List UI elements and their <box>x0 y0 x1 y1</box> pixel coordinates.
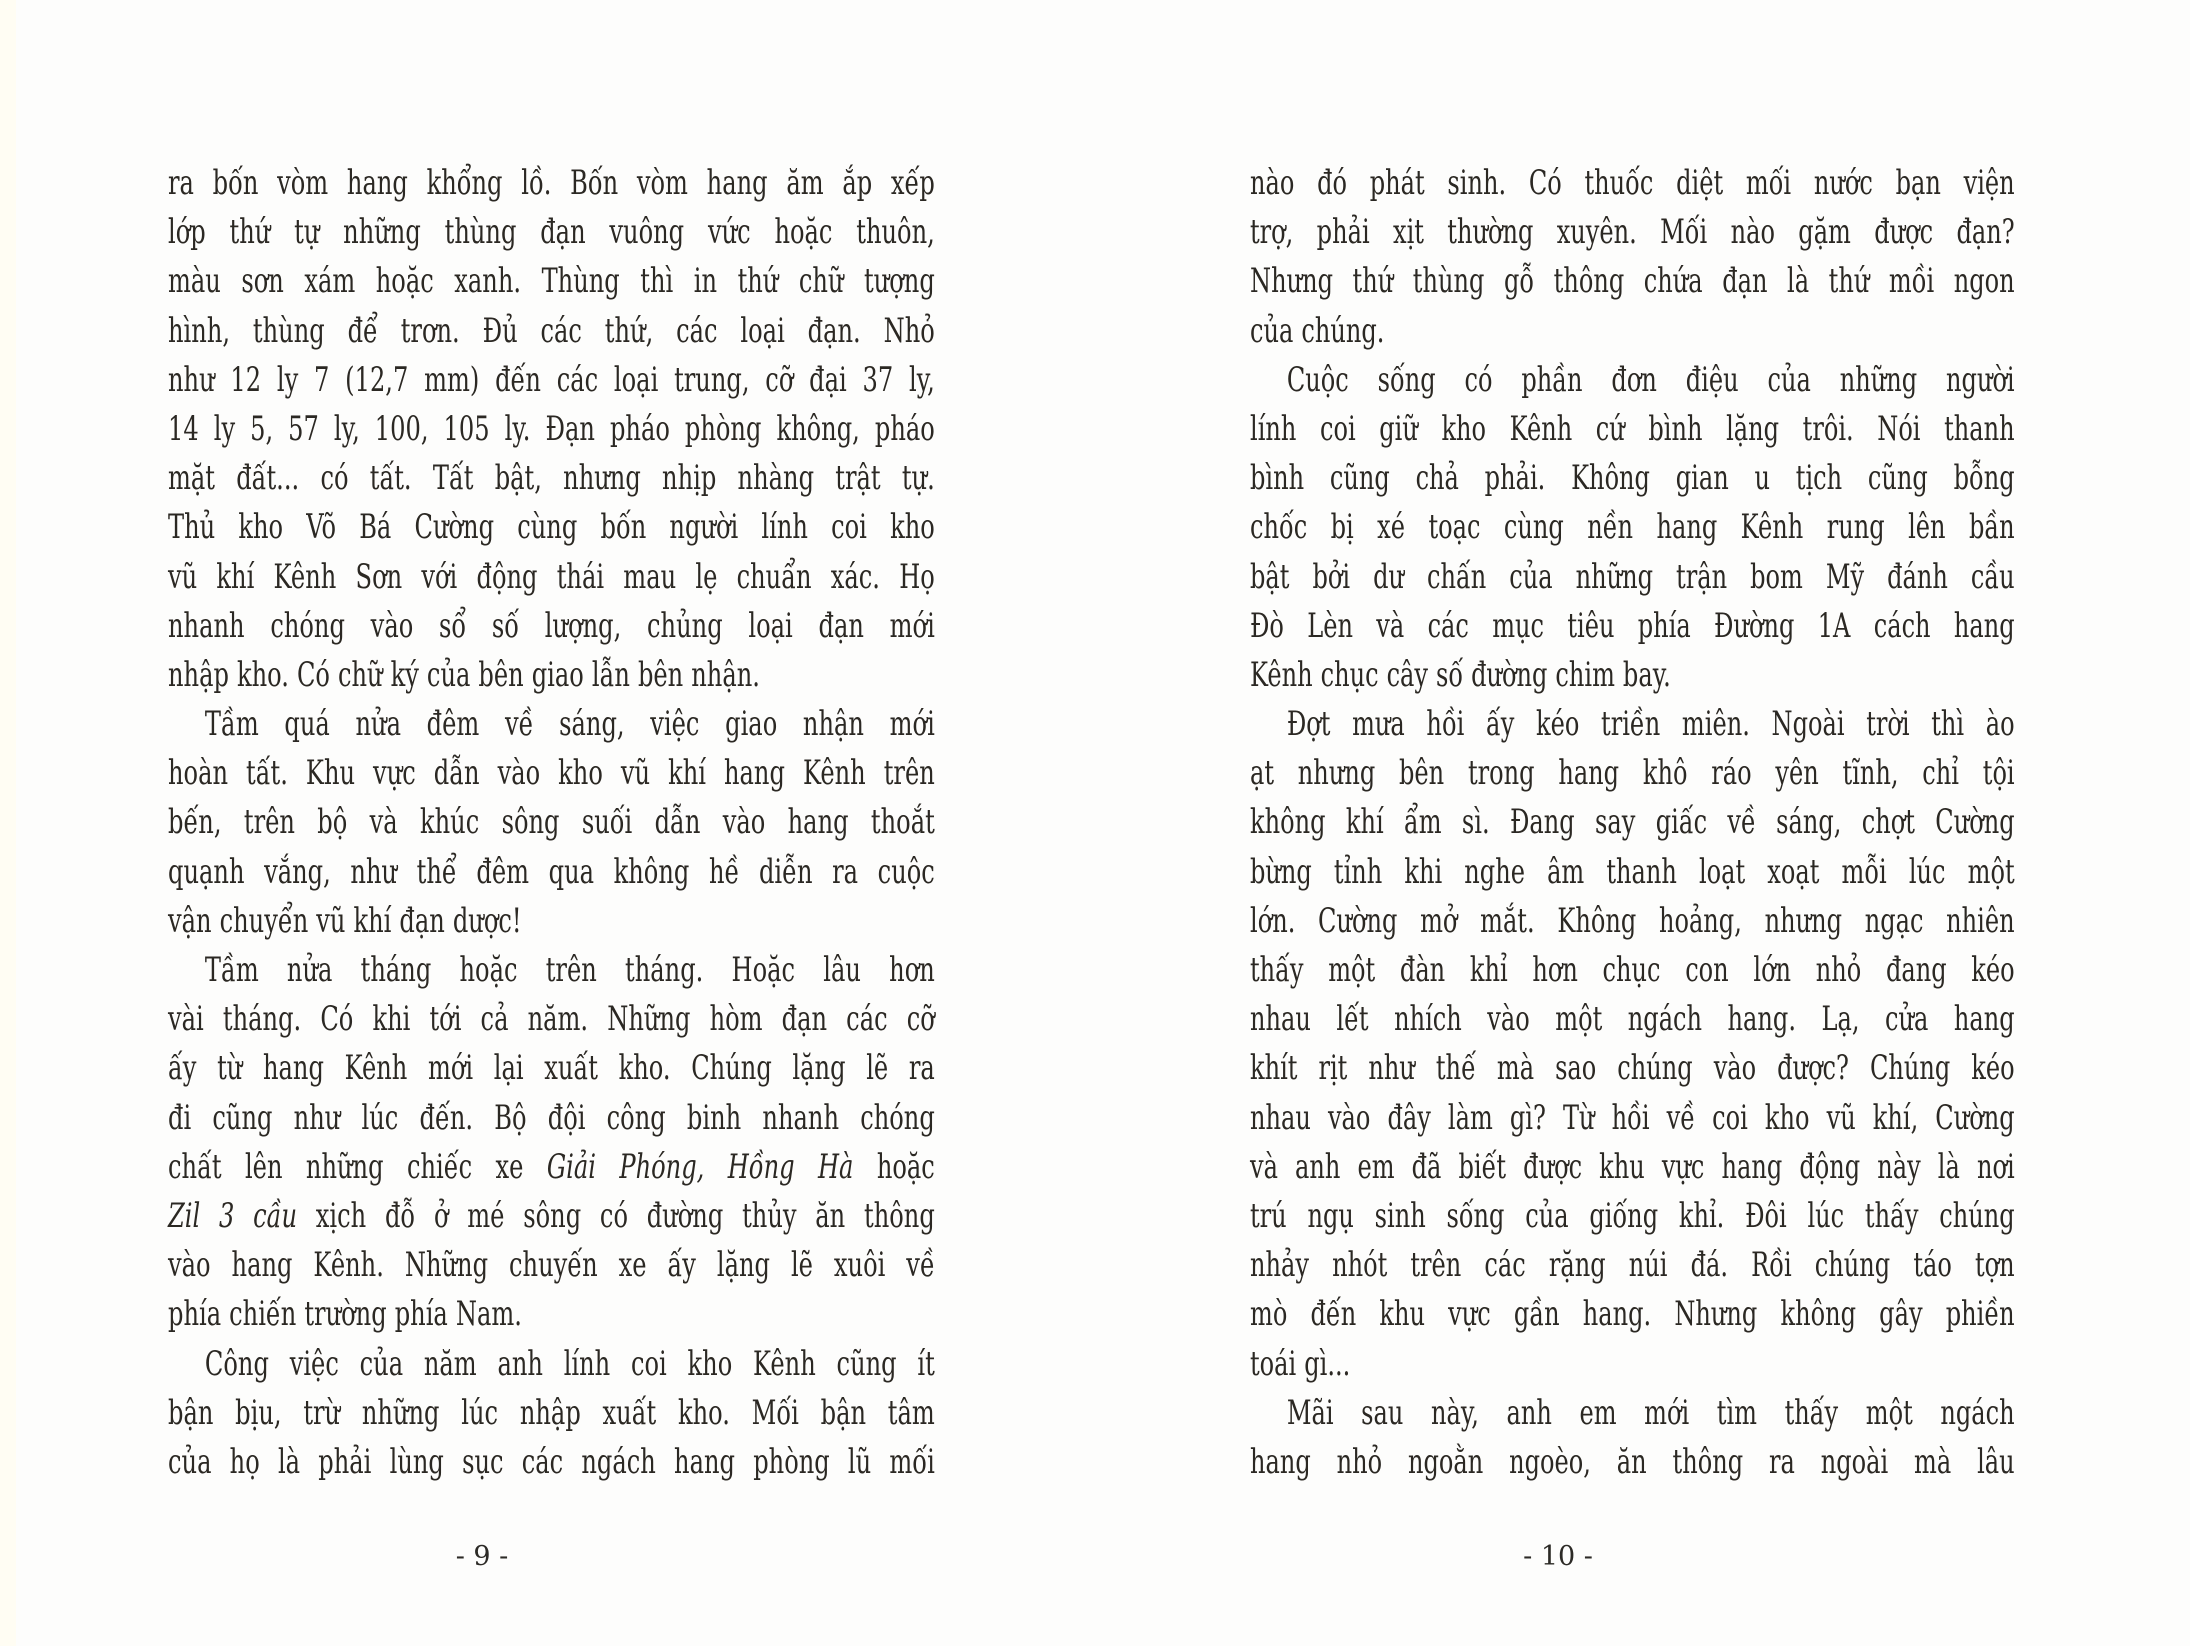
italic-text-segment: Zil 3 cầu <box>168 1195 297 1236</box>
text-segment: nào đó phát sinh. Có thuốc diệt mối nước bạn viện <box>1250 163 2015 203</box>
text-line <box>1250 897 2015 946</box>
text-segment: lớp thứ tự những thùng đạn vuông vức hoặc thuôn, <box>168 212 935 253</box>
text-line <box>168 405 935 454</box>
text-line <box>1250 1340 2015 1389</box>
text-segment: nhau lết nhích vào một ngách hang. Lạ, cửa hang <box>1250 999 2015 1040</box>
text-line <box>168 602 935 651</box>
text-segment: Nhưng thứ thùng gỗ thông chứa đạn là thứ mồi ngon <box>1250 261 2015 302</box>
text-line <box>168 307 935 356</box>
text-segment: màu sơn xám hoặc xanh. Thùng thì in thứ chữ tượng <box>168 261 935 302</box>
page-number-right: - 10 - <box>1523 1541 1593 1572</box>
text-segment: như 12 ly 7 (12,7 mm) đến các loại trung, cỡ đại 37 ly, <box>168 359 935 400</box>
text-line <box>168 257 935 306</box>
text-segment: vào hang Kênh. Những chuyến xe ấy lặng lẽ xuôi về <box>168 1245 935 1286</box>
text-segment: toái gì... <box>1250 1343 1351 1384</box>
text-line <box>1250 1192 2015 1241</box>
text-segment: Cuộc sống có phần đơn điệu của những người <box>1286 359 2015 400</box>
text-line <box>1250 159 2015 208</box>
text-line <box>168 651 935 700</box>
text-line <box>168 995 935 1044</box>
text-line <box>168 897 935 946</box>
text-line <box>168 503 935 552</box>
text-line <box>1250 454 2015 503</box>
text-segment: mặt đất... có tất. Tất bật, nhưng nhịp nhàng trật tự. <box>168 458 935 499</box>
text-segment: trợ, phải xịt thường xuyên. Mối nào gặm được đạn? <box>1250 212 2015 253</box>
text-segment: hoàn tất. Khu vực dẫn vào kho vũ khí hang Kênh trên <box>168 753 935 794</box>
text-segment: lính coi giữ kho Kênh cứ bình lặng trôi. Nói thanh <box>1250 408 2015 449</box>
page-right-text-column <box>1250 159 2015 1487</box>
text-segment: vài tháng. Có khi tới cả năm. Những hòm đạn các cỡ <box>168 999 935 1040</box>
text-segment: Đò Lèn và các mục tiêu phía Đường 1A cách hang <box>1250 605 2015 646</box>
text-segment: hang nhỏ ngoằn ngoèo, ăn thông ra ngoài mà lâu <box>1250 1441 2015 1482</box>
text-line <box>168 1389 935 1438</box>
text-line <box>1250 700 2015 749</box>
text-line <box>1250 1241 2015 1290</box>
text-segment: quạnh vắng, như thể đêm qua không hề diễn ra cuộc <box>168 851 935 892</box>
text-segment: vận chuyển vũ khí đạn dược! <box>168 900 522 941</box>
text-segment: Mãi sau này, anh em mới tìm thấy một ngách <box>1286 1392 2015 1433</box>
text-line <box>1250 798 2015 847</box>
text-line <box>1250 553 2015 602</box>
text-segment: phía chiến trường phía Nam. <box>168 1294 522 1335</box>
text-line <box>1250 1044 2015 1093</box>
text-line <box>168 454 935 503</box>
text-line <box>168 356 935 405</box>
text-segment <box>704 1147 727 1187</box>
text-line <box>168 700 935 749</box>
text-line <box>1250 1389 2015 1438</box>
text-line <box>168 1241 935 1290</box>
text-segment: không khí ẩm sì. Đang say giấc về sáng, chợt Cường <box>1250 802 2015 843</box>
text-line <box>168 1044 935 1093</box>
text-segment: hình, thùng để trơn. Đủ các thứ, các loại đạn. Nhỏ <box>168 310 935 351</box>
text-segment: mò đến khu vực gần hang. Nhưng không gây phiền <box>1250 1294 2015 1335</box>
text-line <box>1250 1094 2015 1143</box>
text-line <box>168 749 935 798</box>
text-segment: bừng tỉnh khi nghe âm thanh loạt xoạt mỗi lúc một <box>1250 851 2015 892</box>
page-number-left: - 9 - <box>455 1541 509 1572</box>
text-segment: Thủ kho Võ Bá Cường cùng bốn người lính coi kho <box>168 507 935 548</box>
text-line <box>1250 995 2015 1044</box>
text-line <box>1250 1290 2015 1339</box>
text-line <box>168 848 935 897</box>
page-left-text-column <box>168 159 935 1487</box>
text-segment: nhanh chóng vào sổ số lượng, chủng loại đạn mới <box>168 605 935 646</box>
text-segment: Đợt mưa hồi ấy kéo triền miên. Ngoài trời thì ào <box>1286 704 2015 745</box>
text-line <box>1250 405 2015 454</box>
text-segment: nhau vào đây làm gì? Từ hồi về coi kho vũ khí, Cường <box>1250 1097 2015 1138</box>
text-line <box>1250 503 2015 552</box>
text-segment: Tầm quá nửa đêm về sáng, việc giao nhận mới <box>204 704 935 745</box>
italic-text-segment: Giải Phóng, <box>546 1146 705 1187</box>
text-segment: vũ khí Kênh Sơn với động thái mau lẹ chuẩn xác. Họ <box>168 556 935 597</box>
text-line <box>168 1143 935 1192</box>
text-segment: xịch đỗ ở mé sông có đường thủy ăn thông <box>296 1195 935 1236</box>
text-line <box>1250 749 2015 798</box>
text-segment: bật bởi dư chấn của những trận bom Mỹ đánh cầu <box>1250 556 2015 597</box>
text-segment: chất lên những chiếc xe <box>168 1146 547 1187</box>
text-line <box>168 208 935 257</box>
text-segment: thấy một đàn khỉ hơn chục con lớn nhỏ đang kéo <box>1250 950 2015 990</box>
text-segment: ạt nhưng bên trong hang khô ráo yên tĩnh, chỉ tội <box>1250 753 2015 794</box>
text-segment: trú ngụ sinh sống của giống khỉ. Đôi lúc thấy chúng <box>1250 1195 2015 1236</box>
text-line <box>1250 946 2015 995</box>
text-segment: ra bốn vòm hang khổng lồ. Bốn vòm hang ăm ắp xếp <box>168 163 935 203</box>
text-segment: Công việc của năm anh lính coi kho Kênh cũng ít <box>204 1343 935 1384</box>
text-line <box>1250 257 2015 306</box>
text-segment: hoặc <box>853 1146 935 1187</box>
text-line <box>168 159 935 208</box>
text-line <box>1250 208 2015 257</box>
page-edge-strip <box>0 0 16 1646</box>
text-segment: bận bịu, trừ những lúc nhập xuất kho. Mối bận tâm <box>168 1392 935 1433</box>
text-line <box>168 946 935 995</box>
text-segment: của họ là phải lùng sục các ngách hang phòng lũ mối <box>168 1441 935 1482</box>
italic-text-segment: Hồng Hà <box>727 1146 854 1187</box>
text-segment: 14 ly 5, 57 ly, 100, 105 ly. Đạn pháo phòng không, pháo <box>168 408 935 449</box>
text-segment: ấy từ hang Kênh mới lại xuất kho. Chúng lặng lẽ ra <box>168 1048 935 1089</box>
text-line <box>1250 1143 2015 1192</box>
text-segment: đi cũng như lúc đến. Bộ đội công binh nhanh chóng <box>168 1097 935 1138</box>
text-line <box>1250 848 2015 897</box>
text-segment: Kênh chục cây số đường chim bay. <box>1250 654 1671 695</box>
text-line <box>1250 602 2015 651</box>
text-line <box>168 1094 935 1143</box>
text-line <box>168 798 935 847</box>
text-line <box>168 1192 935 1241</box>
text-line <box>1250 356 2015 405</box>
text-segment: nhảy nhót trên các rặng núi đá. Rồi chúng táo tợn <box>1250 1245 2015 1286</box>
text-segment: khít rịt như thế mà sao chúng vào được? Chúng kéo <box>1250 1048 2015 1089</box>
text-line <box>168 1290 935 1339</box>
text-segment: lớn. Cường mở mắt. Không hoảng, nhưng ngạc nhiên <box>1250 900 2015 941</box>
text-line <box>168 553 935 602</box>
text-line <box>1250 1438 2015 1487</box>
text-line <box>168 1340 935 1389</box>
text-segment: và anh em đã biết được khu vực hang động này là nơi <box>1250 1146 2015 1187</box>
text-segment: của chúng. <box>1250 310 1385 351</box>
text-line <box>1250 651 2015 700</box>
text-segment: Tầm nửa tháng hoặc trên tháng. Hoặc lâu hơn <box>204 950 935 990</box>
text-segment: bình cũng chả phải. Không gian u tịch cũng bỗng <box>1250 458 2015 499</box>
text-segment: chốc bị xé toạc cùng nền hang Kênh rung lên bần <box>1250 507 2015 548</box>
text-segment: nhập kho. Có chữ ký của bên giao lẫn bên nhận. <box>168 654 760 695</box>
text-line <box>168 1438 935 1487</box>
text-segment: bến, trên bộ và khúc sông suối dẫn vào hang thoắt <box>168 802 935 843</box>
text-line <box>1250 307 2015 356</box>
